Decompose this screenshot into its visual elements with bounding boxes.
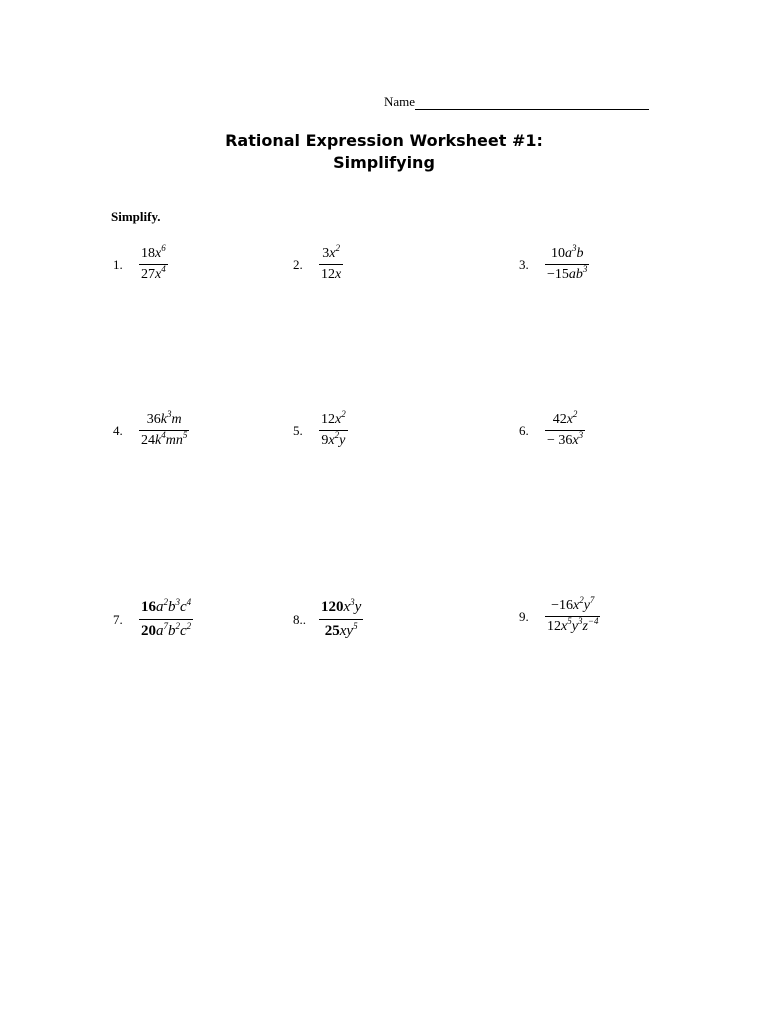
problem-7 <box>113 598 193 641</box>
fraction-bar <box>139 619 193 620</box>
problem-number: 5. <box>293 422 303 438</box>
problem-2 <box>293 243 343 283</box>
denominator: $9x^2y$ <box>321 430 346 448</box>
fraction <box>319 598 363 641</box>
problem-number: 8.. <box>293 611 306 627</box>
problem-6 <box>519 409 585 449</box>
denominator: $12x^5y^3z^{-4}$ <box>547 616 599 634</box>
fraction <box>319 409 348 449</box>
fraction-bar <box>319 264 343 265</box>
problem-number: 7. <box>113 611 123 627</box>
numerator: $3x^2$ <box>322 243 340 261</box>
problem-number: 2. <box>293 256 303 272</box>
fraction <box>545 595 600 635</box>
worksheet-subtitle: Simplifying <box>333 153 435 172</box>
name-blank-line <box>415 95 649 110</box>
instructions: Simplify. <box>111 209 161 224</box>
fraction <box>139 409 189 449</box>
problem-4 <box>113 409 189 449</box>
fraction <box>545 409 585 449</box>
denominator: 12x <box>321 267 342 282</box>
fraction-bar <box>319 619 363 620</box>
problem-number: 1. <box>113 256 123 272</box>
numerator: $18x^6$ <box>141 243 166 261</box>
problem-8 <box>293 598 363 641</box>
fraction-bar <box>319 430 348 431</box>
numerator: $10a^3b$ <box>550 243 584 261</box>
problem-5 <box>293 409 348 449</box>
problem-9 <box>519 595 600 635</box>
fraction <box>139 598 193 641</box>
denominator: $20a^7b^2c^2$ <box>141 621 192 639</box>
problem-number: 6. <box>519 422 529 438</box>
denominator: − $36x^3$ <box>547 430 584 448</box>
denominator: $25xy^5$ <box>324 621 358 639</box>
name-field <box>384 94 649 110</box>
numerator: $-16x^2y^7$ <box>551 595 595 613</box>
problem-number: 4. <box>113 422 123 438</box>
numerator: $120x^3y$ <box>321 597 362 615</box>
denominator: $27x^4$ <box>141 264 166 282</box>
name-label: Name <box>384 94 416 109</box>
denominator: $24k^4mn^5$ <box>141 430 188 448</box>
numerator: $36k^3m$ <box>146 409 182 427</box>
problem-number: 3. <box>519 256 529 272</box>
problem-3 <box>519 243 589 283</box>
worksheet-title: Rational Expression Worksheet #1: <box>225 131 543 150</box>
numerator: $16a^2b^3c^4$ <box>141 597 192 615</box>
numerator: $42x^2$ <box>552 409 578 427</box>
denominator: $-15ab^3$ <box>547 264 588 282</box>
problem-1 <box>113 243 168 283</box>
numerator: $12x^2$ <box>321 409 346 427</box>
fraction <box>545 243 589 283</box>
problem-number: 9. <box>519 608 529 624</box>
fraction <box>319 243 343 283</box>
fraction <box>139 243 168 283</box>
